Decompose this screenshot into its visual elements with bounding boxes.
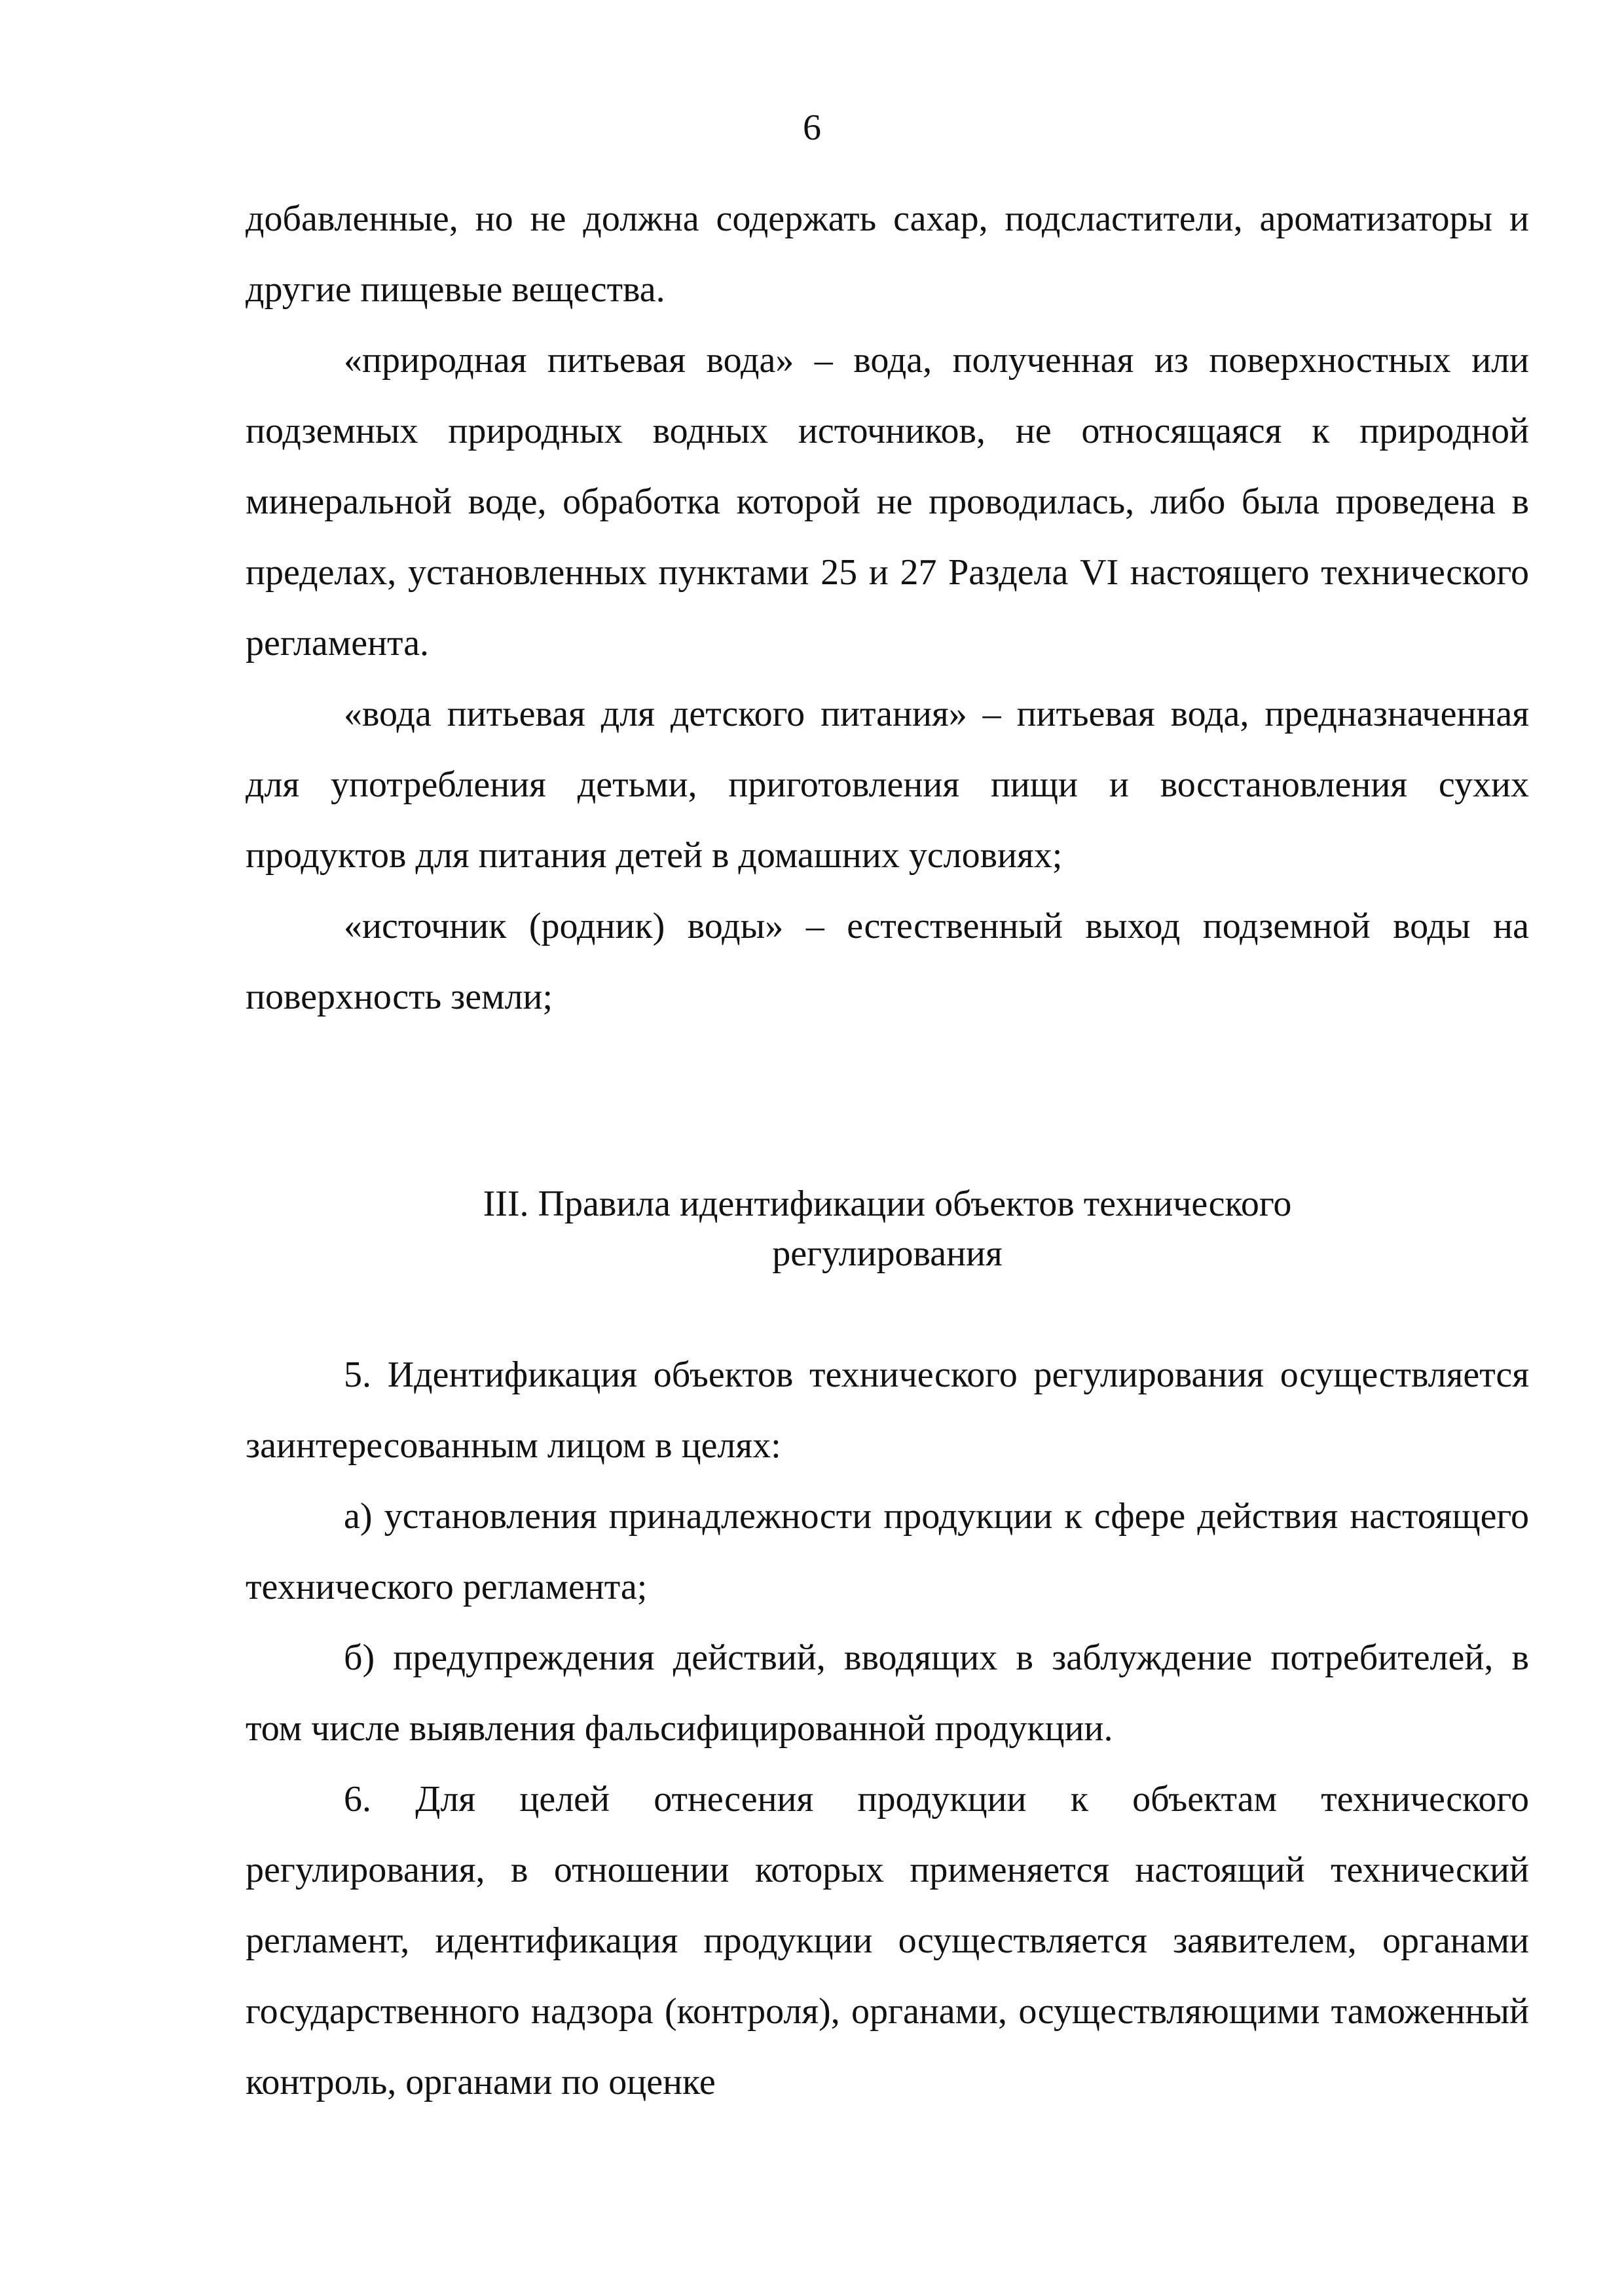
paragraph-clause-5b: б) предупреждения действий, вводящих в заблуждение потребителей, в том числе выявления фальсифицированной продукции.: [246, 1637, 1529, 1749]
paragraph-definition-spring: «источник (родник) воды» – естественный выход подземной воды на поверхность земли;: [246, 906, 1529, 1017]
paragraph-clause-5a: а) установления принадлежности продукции к сфере действия настоящего технического регламента;: [246, 1496, 1529, 1607]
section-heading: [246, 1179, 1529, 1278]
definitions-block: [246, 183, 1529, 1032]
section-heading-line-2: регулирования: [772, 1233, 1003, 1274]
paragraph-definition-baby-water: «вода питьевая для детского питания» – питьевая вода, предназначенная для употребления детьми, приготовления пищи и восстановления сухих продуктов для питания детей в домашних условиях;: [246, 694, 1529, 876]
paragraph-clause-6: 6. Для целей отнесения продукции к объектам технического регулирования, в отношении которых применяется настоящий технический регламент, идентификация продукции осуществляется заявителем, органами государственного надзора (контроля), органами, осуществляющими таможенный контроль, органами по оценке: [246, 1779, 1529, 2102]
page-number: 6: [803, 107, 821, 148]
paragraph-clause-5: 5. Идентификация объектов технического регулирования осуществляется заинтересованным лицом в целях:: [246, 1354, 1529, 1466]
section-heading-line-1: III. Правила идентификации объектов технического: [483, 1184, 1292, 1224]
paragraph-definition-natural-water: «природная питьевая вода» – вода, полученная из поверхностных или подземных природных водных источников, не относящаяся к природной минеральной воде, обработка которой не проводилась, либо была проведена в пределах, установленных пунктами 25 и 27 Раздела VI настоящего технического регламента.: [246, 340, 1529, 663]
identification-rules-block: [246, 1339, 1529, 2118]
paragraph-continuation: добавленные, но не должна содержать сахар, подсластители, ароматизаторы и другие пищевые вещества.: [246, 198, 1529, 310]
